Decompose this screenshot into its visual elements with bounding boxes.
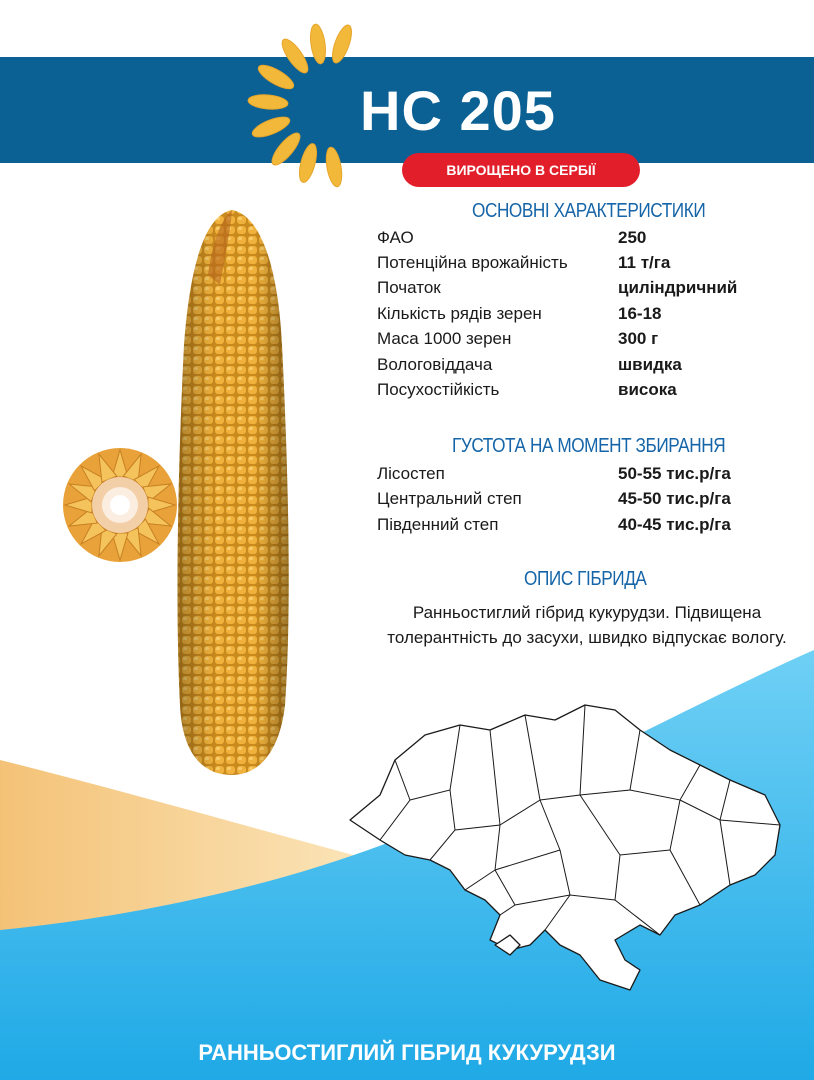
characteristic-value: швидка [618,355,682,374]
characteristics-heading: ОСНОВНІ ХАРАКТЕРИСТИКИ [472,200,706,222]
characteristic-value: 11 т/га [618,253,671,272]
characteristic-value: циліндричний [618,278,738,297]
density-heading: ГУСТОТА НА МОМЕНТ ЗБИРАННЯ [452,435,726,457]
density-value: 50-55 тис.р/га [618,464,731,483]
density-label: Південний степ [377,515,499,534]
origin-badge: ВИРОЩЕНО В СЕРБІЇ [402,153,640,187]
characteristic-label: Початок [377,278,441,297]
characteristic-value: 250 [618,228,647,247]
description-heading: ОПИС ГІБРИДА [524,568,647,590]
characteristic-label: Потенційна врожайність [377,253,568,272]
characteristic-value: висока [618,380,677,399]
footer-tagline: РАННЬОСТИГЛИЙ ГІБРИД КУКУРУДЗИ [198,1040,616,1065]
ukraine-map-image [340,690,790,1000]
characteristic-label: Маса 1000 зерен [377,329,512,348]
characteristic-label: ФАО [377,228,414,247]
description-text: Ранньостиглий гібрид кукурудзи. Підвищена толерантність до засухи, швидко відпускає вологу. [387,603,787,647]
characteristic-label: Кількість рядів зерен [377,304,542,323]
density-value: 40-45 тис.р/га [618,515,731,534]
density-value: 45-50 тис.р/га [618,489,731,508]
density-label: Лісостеп [377,464,445,483]
characteristic-value: 16-18 [618,304,662,323]
corn-cross-section-image [60,445,185,565]
corn-cob-image [170,205,295,780]
product-title: НС 205 [360,79,556,142]
density-label: Центральний степ [377,489,522,508]
characteristic-label: Посухостійкість [377,380,500,399]
characteristic-label: Вологовіддача [377,355,493,374]
characteristic-value: 300 г [618,329,659,348]
